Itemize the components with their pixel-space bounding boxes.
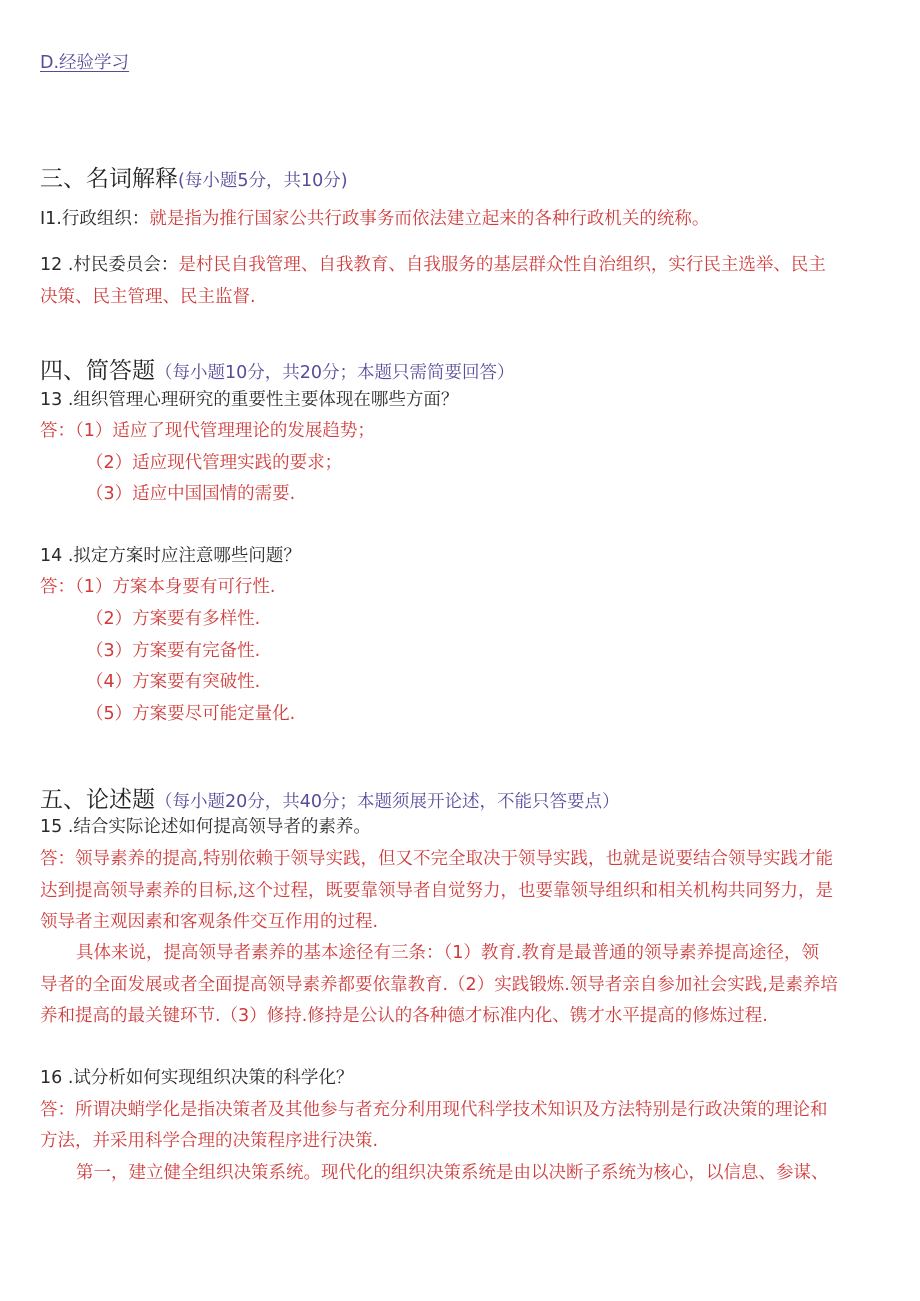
q15-line-6: 养和提高的最关键环节.（3）修持.修持是公认的各种德才标准内化、镌才水平提高的修炼过程. (40, 1006, 768, 1026)
q14-item-1: （1）方案本身要有可行性. (75, 577, 276, 597)
section5-title: 五、论述题 (40, 787, 155, 813)
q15-line-5: 导者的全面发展或者全面提高领导素养都要依靠教育.（2）实践锻炼.领导者亲自参加社会实践,是素养培 (40, 975, 838, 995)
q14-item-4: （4）方案要有突破性. (86, 672, 261, 692)
q11-term: I1.行政组织： (40, 209, 150, 229)
q13-answer-prefix: 答： (40, 421, 75, 441)
q14-item-3: （3）方案要有完备性. (86, 641, 261, 661)
q16-line-3: 第一，建立健全组织决策系统。现代化的组织决策系统是由以决断子系统为核心，以信息、参谋、 (76, 1163, 829, 1183)
q16-line-2: 方法，并采用科学合理的决策程序进行决策. (40, 1131, 379, 1151)
q13-item-1: （1）适应了现代管理理论的发展趋势； (75, 421, 375, 441)
q14-question: 14 .拟定方案时应注意哪些问题？ (40, 546, 301, 566)
q16-question: 16 .试分析如何实现组织决策的科学化？ (40, 1068, 354, 1088)
q12-answer-line2: 决策、民主管理、民主监督. (40, 287, 256, 307)
q13-answer-line1 (40, 420, 375, 442)
q11 (40, 208, 709, 230)
q13-item-2: （2）适应现代管理实践的要求； (86, 453, 343, 473)
section3-title: 三、名词解释 (40, 166, 178, 192)
q15-question: 15 .结合实际论述如何提高领导者的素养。 (40, 817, 371, 837)
q15-line-4: 具体来说，提高领导者素养的基本途径有三条：（1）教育.教育是最普通的领导素养提高途径，领 (76, 943, 819, 963)
q12 (40, 254, 826, 276)
option-d: D.经验学习 (40, 53, 130, 73)
section3-heading (40, 160, 348, 193)
q13-item-3: （3）适应中国国情的需要. (86, 484, 296, 504)
q15-line-1: 答：领导素养的提高,特别依赖于领导实践，但又不完全取决于领导实践，也就是说要结合领导实践才能 (40, 849, 834, 869)
q13-question: 13 .组织管理心理研究的重要性主要体现在哪些方面？ (40, 390, 459, 410)
q14-item-5: （5）方案要尽可能定量化. (86, 704, 296, 724)
q11-answer: 就是指为推行国家公共行政事务而依法建立起来的各种行政机关的统称。 (149, 209, 710, 229)
q15-line-3: 领导者主观因素和客观条件交互作用的过程. (40, 912, 379, 932)
section4-title: 四、简答题 (40, 358, 155, 384)
q14-item-2: （2）方案要有多样性. (86, 609, 261, 629)
section4-note: （每小题10分，共20分；本题只需简要回答） (155, 363, 515, 383)
q12-term: 12 .村民委员会： (40, 255, 179, 275)
q15-line-2: 达到提高领导素养的目标,这个过程，既要靠领导者自觉努力，也要靠领导组织和相关机构共同努力，是 (40, 881, 834, 901)
section5-note: （每小题20分，共40分；本题须展开论述，不能只答要点） (155, 792, 620, 812)
q12-answer-line1: 是村民自我管理、自我教育、自我服务的基层群众性自治组织，实行民主选举、民主 (178, 255, 826, 275)
q16-line-1: 答：所谓决蛸学化是指决策者及其他参与者充分利用现代科学技术知识及方法特别是行政决策的理论和 (40, 1100, 828, 1120)
section4-heading (40, 352, 515, 385)
q14-answer-prefix: 答： (40, 577, 75, 597)
section3-note: (每小题5分，共10分) (178, 171, 348, 191)
section5-heading (40, 781, 620, 814)
q14-answer-line1 (40, 576, 275, 598)
